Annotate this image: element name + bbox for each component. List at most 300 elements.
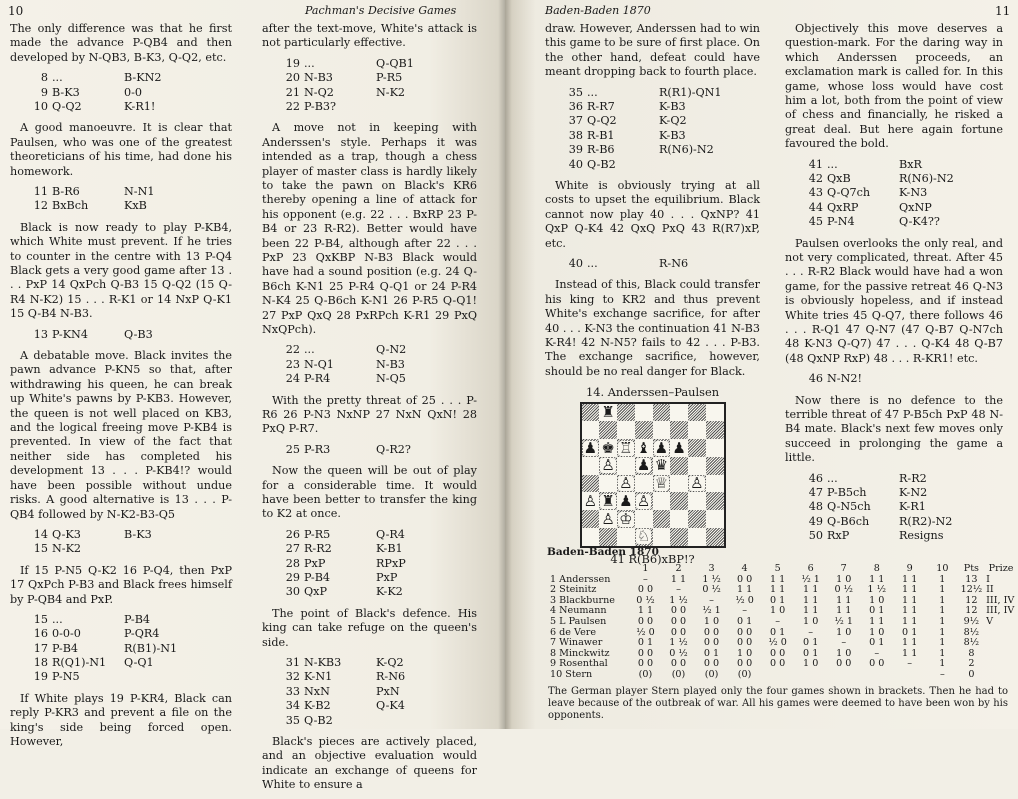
chess-piece-icon: ♙: [690, 474, 704, 493]
move-number: 42: [808, 172, 823, 186]
board-square-g1: [688, 528, 706, 546]
move-row: [785, 158, 1003, 172]
table-cell: 0 1: [770, 594, 786, 606]
board-square-e3: [653, 492, 671, 510]
move-number: 18: [33, 656, 48, 670]
paragraph: The point of Black's defence. His king can take refuge on the queen's side.: [262, 606, 477, 649]
black-move: N-N1: [124, 185, 155, 199]
table-cell: 0 1: [803, 647, 819, 659]
move-row: [10, 185, 232, 199]
move-row: [262, 542, 477, 556]
board-square-a3: [582, 492, 600, 510]
black-move: R-N6: [376, 670, 406, 684]
board-square-c8: [617, 404, 635, 422]
black-move: P-B4: [124, 612, 151, 626]
black-move: K-K2: [376, 585, 403, 599]
board-square-h8: [706, 404, 724, 422]
table-cell: 1 0: [869, 594, 885, 606]
white-move: ...: [52, 71, 63, 85]
move-row: [262, 656, 477, 670]
table-cell: 1 0: [836, 573, 852, 585]
board-square-h6: [706, 439, 724, 457]
move-number: 46: [808, 372, 823, 386]
black-move: Q-Q1: [124, 656, 154, 670]
table-cell: 0 0: [670, 605, 687, 617]
move-number: 13: [33, 327, 48, 341]
black-move: 0-0: [124, 85, 143, 99]
table-row: [548, 670, 1018, 681]
white-move: Q-N5ch: [827, 500, 871, 514]
column-header: 3: [708, 563, 715, 574]
chess-piece-icon: ♟: [619, 491, 633, 510]
column-header: 1: [642, 563, 649, 574]
table-cell: [860, 670, 893, 681]
board-square-d8: [635, 404, 653, 422]
board-square-d7: [635, 421, 653, 439]
move-number: 22: [285, 343, 300, 357]
move-number: 16: [33, 627, 48, 641]
black-move: K-R1!: [124, 100, 156, 113]
move-row: [10, 670, 232, 684]
player-name: 7 Winawer: [550, 637, 603, 649]
crosstable: [548, 564, 1018, 681]
move-list: [785, 472, 1003, 544]
table-cell: –: [775, 615, 781, 627]
table-cell: (0): [704, 668, 719, 680]
move-row: [545, 100, 760, 114]
black-move: K-B1: [376, 542, 403, 556]
move-number: 29: [285, 571, 300, 585]
table-cell: 1 0: [836, 626, 852, 638]
table-cell: (0): [671, 668, 686, 680]
table-cell: –: [907, 658, 913, 670]
table-cell: 0 1: [869, 637, 885, 649]
black-move: [659, 158, 749, 172]
chess-piece-icon: ♖: [619, 438, 633, 457]
paragraph: If 15 P-N5 Q-K2 16 P-Q4, then PxP 17 QxPch P-B3 and Black frees himself by P-QB4 and PxP.: [10, 563, 232, 606]
column-header: 9: [906, 563, 913, 574]
black-move: Q-N2: [376, 343, 407, 357]
white-move: ...: [52, 612, 63, 626]
black-move: K-B3: [659, 128, 686, 142]
move-number: 34: [285, 699, 300, 713]
black-move: P-QR4: [124, 627, 160, 641]
board-square-e2: [653, 510, 671, 528]
white-move: N-N2!: [827, 372, 862, 386]
black-move: R(N6)-N2: [899, 172, 954, 186]
table-cell: 0 0: [770, 647, 786, 659]
move-number: 25: [285, 442, 300, 456]
move-number: 48: [808, 500, 823, 514]
white-move: Q-Q7ch: [827, 186, 871, 200]
chess-piece-icon: ♟: [672, 438, 686, 457]
white-move: P-N5: [52, 670, 80, 684]
board-square-a4: [582, 475, 600, 493]
move-row: [262, 71, 477, 85]
move-row: [262, 443, 477, 457]
move-row: [10, 528, 232, 542]
table-cell: III, IV: [986, 605, 1015, 617]
move-row: [785, 529, 1003, 543]
move-list: [10, 185, 232, 214]
chess-piece-icon: ♟: [654, 438, 669, 457]
move-number: 26: [285, 527, 300, 541]
board-square-b7: [599, 421, 617, 439]
board-square-c5: [617, 457, 635, 475]
move-list: [10, 613, 232, 685]
white-move: P-R3: [304, 442, 331, 456]
move-row: [10, 100, 232, 114]
table-cell: 12: [965, 605, 978, 617]
chess-piece-icon: ♙: [583, 491, 598, 510]
table-cell: [827, 670, 860, 681]
board-square-h5: [706, 457, 724, 475]
table-cell: 0 1: [770, 626, 786, 638]
table-cell: (0): [737, 668, 752, 680]
table-cell: ½ 0: [636, 626, 655, 638]
player-name: 4 Neumann: [550, 605, 607, 617]
paragraph: If White plays 19 P-KR4, Black can reply P-KR3 and prevent a file on the king's side being forced open. However,: [10, 691, 232, 749]
table-row: [548, 617, 1018, 628]
board-square-e8: [653, 404, 671, 422]
move-list: [262, 343, 477, 386]
board-square-h1: [706, 528, 724, 546]
move-row: [262, 571, 477, 585]
chess-piece-icon: ♙: [636, 491, 651, 510]
black-move: K-N3: [899, 186, 928, 200]
chess-piece-icon: ♚: [601, 438, 615, 457]
chess-piece-icon: ♙: [601, 456, 615, 475]
table-cell: 0: [968, 668, 975, 680]
black-move: [376, 714, 466, 728]
chess-piece-icon: ♜: [601, 403, 615, 422]
black-move: BxR: [899, 157, 922, 171]
running-header: Baden-Baden 1870: [545, 4, 651, 17]
move-number: 15: [33, 612, 48, 626]
white-move: R-B6: [587, 143, 615, 157]
player-name: 9 Rosenthal: [550, 658, 608, 670]
table-cell: –: [742, 605, 747, 617]
paragraph: The only difference was that he first made the advance P-QB4 and then developed by N-QB3, B-K3, Q-Q2, etc.: [10, 22, 232, 64]
table-cell: 0 1: [803, 637, 819, 649]
board-square-f4: [670, 475, 688, 493]
move-row: [785, 201, 1003, 215]
board-square-e4: [653, 475, 671, 493]
paragraph: With the pretty threat of 25 . . . P-R6 26 P-N3 NxNP 27 NxN QxN! 28 PxQ P-R7.: [262, 393, 477, 436]
move-row: [545, 143, 760, 157]
white-move: ...: [304, 343, 315, 357]
black-move: K-N2: [899, 486, 928, 500]
board-square-c3: [617, 492, 635, 510]
paragraph: draw. However, Anderssen had to win this game to be sure of first place. On the other hand, defeat could have meant dropping back to fourth place.: [545, 22, 760, 79]
table-cell: 1 ½: [669, 594, 688, 606]
table-cell: 0 1: [869, 605, 885, 617]
move-number: 22: [285, 99, 300, 113]
white-move: ...: [587, 85, 598, 99]
left-column-2: [262, 22, 477, 799]
table-cell: 1 1: [803, 584, 819, 596]
column-header: 6: [807, 563, 814, 574]
black-move: R(R2)-N2: [899, 514, 953, 528]
table-cell: 1 0: [803, 615, 819, 627]
move-row: [785, 372, 1003, 386]
table-cell: ½ 1: [834, 615, 853, 627]
chess-piece-icon: ♘: [636, 527, 651, 546]
move-number: 9: [40, 85, 48, 99]
move-number: 30: [285, 585, 300, 599]
table-cell: 1 1: [902, 605, 918, 617]
chess-board: [580, 402, 726, 548]
table-cell: 0 0: [637, 584, 654, 596]
right-column-2: [785, 22, 1003, 551]
player-name: 10 Stern: [550, 668, 593, 680]
move-number: 44: [808, 200, 823, 214]
move-row: [785, 515, 1003, 529]
black-move: K-Q2: [659, 114, 687, 128]
table-cell: 1 1: [902, 637, 918, 649]
white-move: K-N1: [304, 670, 333, 684]
board-square-a6: [582, 439, 600, 457]
table-cell: 0 1: [703, 647, 720, 659]
move-number: 19: [285, 56, 300, 70]
table-cell: 1 ½: [669, 637, 688, 649]
black-move: [376, 100, 466, 114]
black-move: Q-R4: [376, 527, 405, 541]
black-move: [124, 542, 214, 556]
board-square-c1: [617, 528, 635, 546]
move-list: [262, 528, 477, 600]
move-row: [262, 343, 477, 357]
move-number: 37: [568, 114, 583, 128]
board-square-b1: [599, 528, 617, 546]
move-row: [785, 500, 1003, 514]
white-move: B-K3: [52, 85, 80, 99]
table-cell: 12½: [960, 584, 983, 596]
player-name: 1 Anderssen: [550, 573, 611, 585]
white-move: Q-B2: [304, 713, 333, 727]
move-number: 46: [808, 471, 823, 485]
black-move: PxP: [376, 571, 398, 585]
column-header: Pts: [963, 563, 979, 574]
move-row: [10, 328, 232, 342]
move-list: [545, 86, 760, 172]
table-cell: ½ 0: [768, 637, 787, 649]
board-square-c2: [617, 510, 635, 528]
player-name: 6 de Vere: [550, 626, 597, 638]
board-square-a8: [582, 404, 600, 422]
white-move: P-R4: [304, 372, 331, 386]
black-move: Q-QB1: [376, 56, 414, 70]
white-move: R(Q1)-N1: [52, 656, 107, 670]
board-square-g7: [688, 421, 706, 439]
table-cell: 1 1: [902, 594, 918, 606]
white-move: P-N4: [827, 215, 855, 229]
move-row: [545, 257, 760, 271]
paragraph: A debatable move. Black invites the pawn advance P-KN5 so that, after withdrawing his queen, he can break up White's pawns by P-KB3. However, the queen is not well placed on KB3, and the logical freeing move P-KB4 is prevented. In view of the fact that neither side has completed his development 13 . . . P-KB4!? would have been possible without undue risks. A good alternative is 13 . . . P-QB4 followed by N-K2-B3-Q5: [10, 349, 232, 521]
left-page: [0, 0, 505, 792]
table-cell: 0 1: [902, 626, 918, 638]
table-cell: 0 0: [637, 647, 654, 659]
table-cell: [984, 638, 1018, 649]
move-row: [262, 699, 477, 713]
table-cell: 8½: [963, 637, 980, 649]
board-square-f7: [670, 421, 688, 439]
move-row: [10, 642, 232, 656]
paragraph: Black's pieces are actively placed, and an objective evaluation would indicate an exchange of queens for White to ensure a: [262, 735, 477, 792]
board-square-b5: [599, 457, 617, 475]
white-move: QxB: [827, 172, 851, 186]
white-move: Q-Q2: [52, 100, 82, 113]
table-cell: [893, 670, 926, 681]
column-header: 4: [741, 563, 748, 574]
board-square-f6: [670, 439, 688, 457]
table-cell: 1: [939, 615, 946, 627]
move-list: [785, 372, 1003, 386]
board-square-b8: [599, 404, 617, 422]
table-cell: ½ 1: [702, 605, 721, 617]
move-row: [545, 158, 760, 172]
move-number: 40: [568, 257, 583, 270]
table-cell: 0 0: [703, 626, 720, 638]
table-cell: 0 0: [670, 615, 687, 627]
move-list: [10, 528, 232, 557]
white-move: Q-K3: [52, 527, 81, 541]
move-number: 45: [808, 215, 823, 229]
move-number: 41: [808, 157, 823, 171]
move-row: [10, 542, 232, 556]
board-square-g8: [688, 404, 706, 422]
board-square-e7: [653, 421, 671, 439]
paragraph: White is obviously trying at all costs to upset the equilibrium. Black cannot now play 40 . . . QxNP? 41 QxP Q-K4 42 QxQ PxQ 43 R(R7)xP, etc.: [545, 178, 760, 250]
table-cell: 0 0: [670, 626, 687, 638]
move-row: [262, 714, 477, 728]
white-move: ...: [827, 157, 838, 171]
table-cell: –: [808, 626, 814, 638]
paragraph: A move not in keeping with Anderssen's style. Perhaps it was intended as a trap, though a chess player of master class is hardly likely to take the pawn on Black's KR6 thereby opening a line of attack for his opponent (e.g. 22 . . . BxRP 23 P-B4 or 23 R-R2). Better would have been 22 P-B4, although after 22 . . . PxP 23 QxKBP N-B3 Black would have had a sound position (e.g. 24 Q-B6ch K-N1 25 P-R4 Q-Q1 or 24 P-R4 N-K4 25 Q-B6ch K-N1 26 P-R5 Q-Q1! 27 PxP QxQ 28 PxRPch K-R1 29 PxQ NxQPch).: [262, 121, 477, 337]
table-cell: 0 0: [736, 626, 753, 638]
black-move: Q-B3: [124, 327, 153, 341]
table-cell: 0 ½: [636, 594, 655, 606]
board-square-g4: [688, 475, 706, 493]
black-move: K-R1: [899, 500, 926, 514]
black-move: B-K3: [124, 527, 152, 541]
white-move: B-R6: [52, 185, 80, 199]
move-row: [262, 372, 477, 386]
move-number: 35: [568, 85, 583, 99]
table-cell: [761, 670, 794, 681]
table-cell: 0 0: [736, 658, 753, 670]
move-number: 15: [33, 542, 48, 556]
move-row: [262, 528, 477, 542]
board-square-a7: [582, 421, 600, 439]
board-square-d2: [635, 510, 653, 528]
board-square-b3: [599, 492, 617, 510]
black-move: Q-K4??: [899, 215, 940, 229]
black-move: PxN: [376, 684, 400, 698]
white-move: ...: [587, 257, 598, 270]
table-cell: 0 0: [703, 658, 720, 670]
move-row: [262, 670, 477, 684]
black-move: Q-R2?: [376, 442, 411, 456]
board-square-b4: [599, 475, 617, 493]
table-cell: 1 ½: [867, 584, 886, 596]
table-cell: I: [986, 573, 990, 585]
move-list: [262, 57, 477, 115]
black-move: R(N6)-N2: [659, 143, 714, 157]
table-cell: 1: [939, 573, 946, 585]
white-move: ...: [304, 56, 315, 70]
board-square-c7: [617, 421, 635, 439]
chess-piece-icon: ♛: [654, 456, 669, 475]
chess-piece-icon: ♕: [654, 474, 669, 493]
board-square-d3: [635, 492, 653, 510]
move-row: [262, 557, 477, 571]
white-move: R-R7: [587, 100, 615, 114]
black-move: RPxP: [376, 556, 406, 570]
move-number: 20: [285, 71, 300, 85]
running-header: Pachman's Decisive Games: [305, 4, 457, 17]
table-cell: 0 0: [836, 658, 852, 670]
left-column-1: [10, 22, 232, 755]
table-cell: 0 ½: [669, 647, 688, 659]
board-square-h3: [706, 492, 724, 510]
move-list: [545, 257, 760, 271]
table-row: [548, 659, 1018, 670]
black-move: QxNP: [899, 200, 932, 214]
player-name: 2 Steinitz: [550, 584, 597, 596]
black-move: K-B3: [659, 100, 686, 114]
table-cell: 1 1: [836, 605, 852, 617]
move-number: 35: [285, 713, 300, 727]
player-name: 5 L Paulsen: [550, 615, 607, 627]
move-number: 28: [285, 556, 300, 570]
table-cell: 1 ½: [702, 573, 721, 585]
table-cell: 1: [939, 626, 946, 638]
table-cell: [794, 670, 827, 681]
move-row: [262, 57, 477, 71]
move-row: [262, 86, 477, 100]
move-list: [262, 443, 477, 457]
column-header: 5: [774, 563, 781, 574]
table-cell: 0 1: [637, 637, 654, 649]
board-square-a5: [582, 457, 600, 475]
black-move: P-R5: [376, 71, 403, 85]
table-cell: 1 1: [736, 584, 753, 596]
move-number: 8: [40, 71, 48, 85]
column-header: Prize: [988, 563, 1014, 574]
white-move: R-B1: [587, 128, 615, 142]
table-cell: 1: [939, 605, 946, 617]
table-cell: 1 0: [803, 658, 819, 670]
move-number: 49: [808, 514, 823, 528]
book-gutter: [498, 0, 512, 729]
move-number: 24: [285, 372, 300, 386]
black-move: Resigns: [899, 529, 944, 543]
white-move: N-KB3: [304, 656, 342, 670]
move-number: 32: [285, 670, 300, 684]
column-header: 10: [936, 563, 949, 574]
move-number: 50: [808, 529, 823, 543]
table-cell: 12: [965, 594, 978, 606]
board-square-g2: [688, 510, 706, 528]
board-square-d4: [635, 475, 653, 493]
board-square-c4: [617, 475, 635, 493]
move-row: [262, 358, 477, 372]
table-cell: [984, 649, 1018, 660]
black-move: R(R1)-QN1: [659, 85, 722, 99]
board-square-b6: [599, 439, 617, 457]
table-cell: 1: [939, 594, 946, 606]
